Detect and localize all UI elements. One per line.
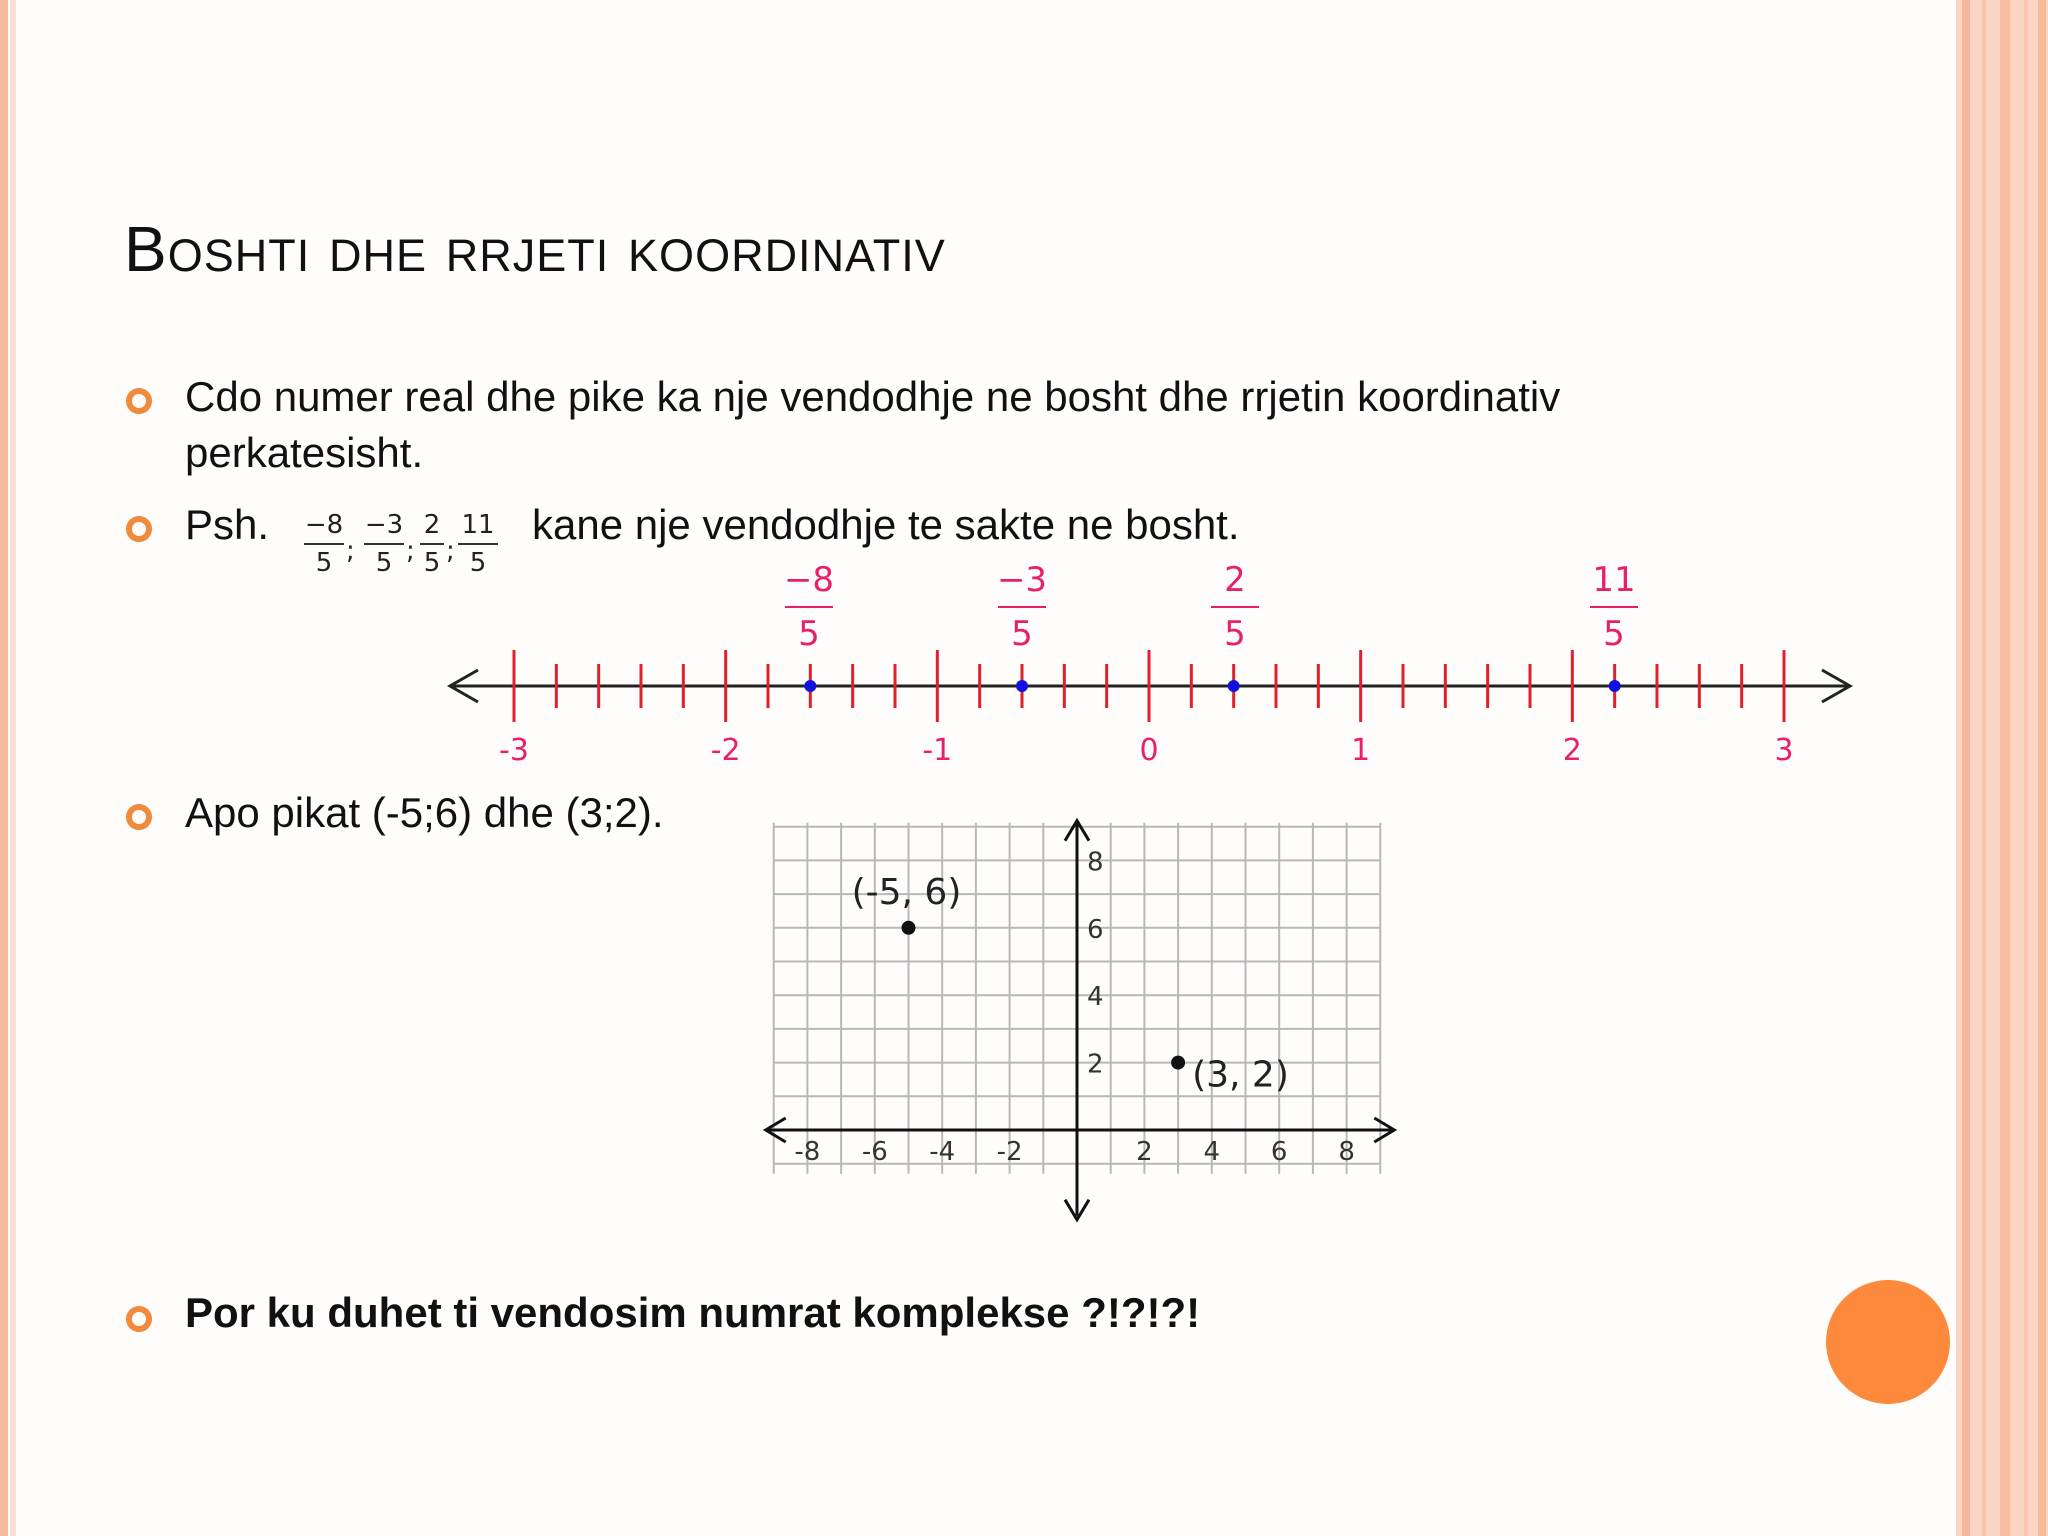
bullet-3-text: Apo pikat (-5;6) dhe (3;2). <box>185 789 664 836</box>
number-line-tick-label: 0 <box>1139 733 1159 768</box>
bullet-1-line-2: perkatesisht. <box>185 429 424 476</box>
x-tick-label: 8 <box>1338 1137 1355 1167</box>
x-tick-label: -4 <box>929 1137 956 1167</box>
grid-point-label: (-5, 6) <box>851 871 962 913</box>
fraction-numerator: 2 <box>423 510 441 540</box>
bullet-2-prefix: Psh. <box>185 501 270 548</box>
x-tick-label: -6 <box>861 1137 888 1167</box>
number-line-tick-label: -3 <box>499 733 529 768</box>
y-tick-label: 8 <box>1087 847 1104 878</box>
fraction-numerator: −8 <box>783 560 835 600</box>
fraction-denominator: 5 <box>1224 614 1246 654</box>
bullet-2-suffix: kane nje vendodhje te sakte ne bosht. <box>532 501 1240 548</box>
grid-point-label: (3, 2) <box>1192 1054 1289 1096</box>
fraction-numerator: −3 <box>364 510 404 540</box>
fraction-denominator: 5 <box>423 548 441 578</box>
bullet-1-line-1: Cdo numer real dhe pike ka nje vendodhje ne bosht dhe rrjetin koordinativ <box>185 373 1561 420</box>
fraction-numerator: 2 <box>1224 560 1246 600</box>
y-tick-label: 4 <box>1087 982 1104 1013</box>
grid-point <box>1171 1056 1185 1070</box>
fraction-denominator: 5 <box>1603 614 1625 654</box>
number-line-tick-label: 3 <box>1774 733 1794 768</box>
fraction-numerator: 11 <box>1592 560 1636 600</box>
fraction-denominator: 5 <box>315 548 333 578</box>
decorative-orange-circle <box>1826 1280 1950 1404</box>
x-tick-label: 6 <box>1270 1137 1288 1167</box>
bullet-4-text: Por ku duhet ti vendosim numrat komplekse ?!?!?! <box>185 1289 1201 1336</box>
fraction-numerator: 11 <box>461 510 495 540</box>
fraction-numerator: −8 <box>304 510 344 540</box>
x-tick-label: 2 <box>1136 1137 1153 1167</box>
x-tick-label: -8 <box>794 1137 821 1167</box>
grid-point <box>902 921 916 935</box>
fraction-separator: ; <box>446 536 455 566</box>
fraction-separator: ; <box>346 536 355 566</box>
number-line-tick-label: -2 <box>710 733 741 768</box>
fraction-denominator: 5 <box>798 614 820 654</box>
x-tick-label: 4 <box>1203 1137 1221 1167</box>
fraction-denominator: 5 <box>469 548 487 578</box>
slide-title: Boshti dhe rrjeti koordinativ <box>124 213 946 285</box>
x-tick-label: -2 <box>996 1137 1023 1167</box>
number-line-tick-label: 2 <box>1562 733 1582 768</box>
bullet-icon <box>126 1306 152 1332</box>
fraction-numerator: −3 <box>996 560 1048 600</box>
fraction-denominator: 5 <box>1011 614 1033 654</box>
fraction-separator: ; <box>406 536 415 566</box>
y-tick-label: 2 <box>1087 1049 1104 1080</box>
y-tick-label: 6 <box>1087 914 1104 945</box>
number-line-tick-label: -1 <box>922 733 953 768</box>
number-line-tick-label: 1 <box>1351 733 1371 768</box>
fraction-denominator: 5 <box>375 548 393 578</box>
